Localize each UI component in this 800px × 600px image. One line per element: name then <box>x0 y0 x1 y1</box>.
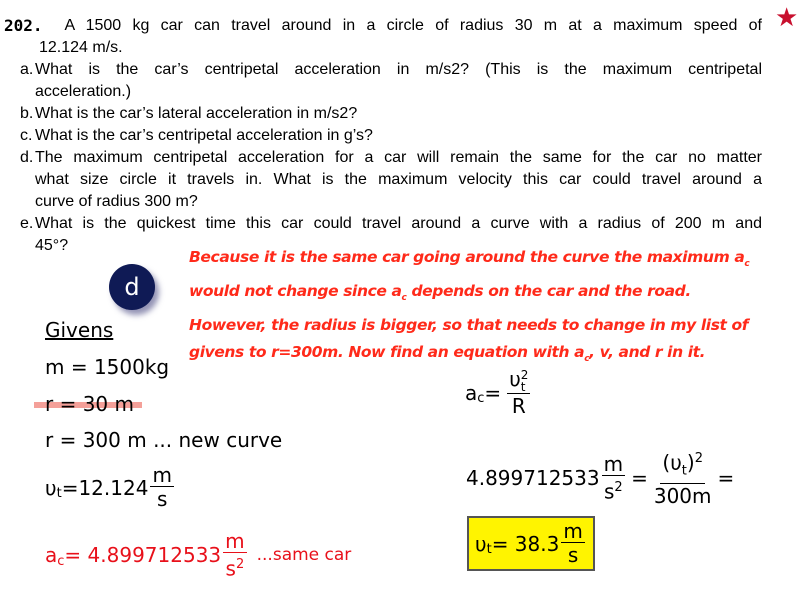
part-e: e. What is the quickest time this car could travel around a curve with a radius of 200 m and 45°? <box>20 215 762 254</box>
part-d-badge: d <box>109 264 155 310</box>
given-acceleration: a $_c$ = 4.899712533 $\frac{m}{s^2}$ ...same car <box>45 529 352 581</box>
part-c: c. What is the car’s centripetal acceleration in g’s? <box>20 127 373 144</box>
formula-centripetal: a $_c$ = υ 2 t R <box>465 367 529 418</box>
problem-intro-cont: 12.124 m/s. <box>39 39 123 56</box>
given-new-radius: r = 300 m ... new curve <box>45 428 283 452</box>
part-d: d. The maximum centripetal acceleration for a car will remain the same for the car no matter what size circle it travels in. What is the maximum velocity this car could travel around a curve of radius 300 m? <box>20 149 762 210</box>
problem-number: 202. <box>4 16 43 35</box>
final-answer: υ $_t$ = 38.3 $\frac{m}{s}$ <box>467 516 595 571</box>
given-old-radius: r = 30 m <box>45 392 134 416</box>
star-icon: ★ <box>775 2 799 32</box>
part-b: b. What is the car’s lateral acceleration in m/s2? <box>20 105 358 122</box>
explanation-note: Because it is the same car going around the curve the maximum $a_c$ would not change since $a_c$ depends on the car and the road. However, the radius is bigger, so that needs to change in my list of givens to r=300m. Now find an equation with $a_c$, v, and r in it. <box>189 248 750 365</box>
problem-intro: A 1500 kg car can travel around in a circle of radius 30 m at a maximum speed of <box>64 17 762 34</box>
part-a: a. What is the car’s centripetal acceleration in m/s2? (This is the maximum centripetal acceleration.) <box>20 61 762 100</box>
given-velocity: υ $_t$ =12.124 $\frac{m}{s}$ <box>45 463 172 511</box>
problem-statement <box>4 15 762 257</box>
given-mass: m = 1500kg <box>45 355 170 379</box>
equation-substitution: 4.899712533 $\frac{m}{s^2}$ = $\frac{(\upsilon_t)^2}{300m}$ = <box>466 448 734 508</box>
givens-title: Givens <box>45 318 114 342</box>
